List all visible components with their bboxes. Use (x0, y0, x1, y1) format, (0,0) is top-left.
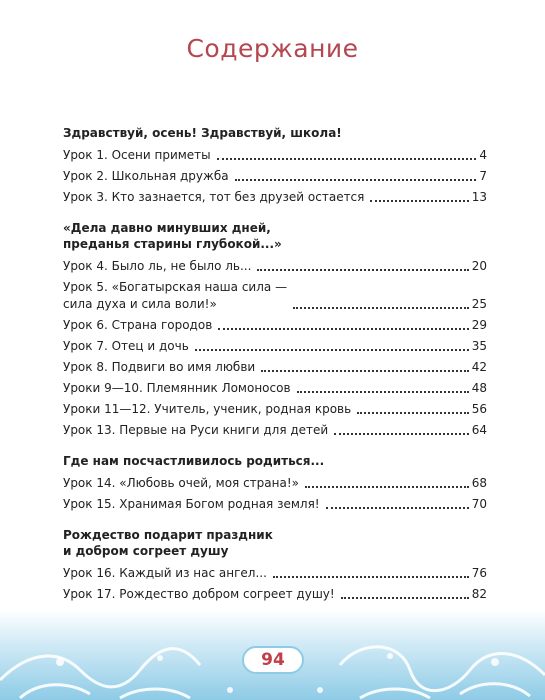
entry-page: 48 (471, 381, 487, 395)
dot-leader (370, 200, 468, 202)
page-title: Содержание (186, 34, 359, 63)
toc-section (63, 125, 487, 206)
entry-title: Уроки 9—10. Племянник Ломоносов (63, 381, 291, 395)
page-number-badge (242, 646, 304, 674)
toc-entry (63, 189, 487, 206)
dot-leader (326, 507, 469, 509)
dot-leader (261, 370, 469, 372)
entry-title: Урок 13. Первые на Руси книги для детей (63, 423, 329, 437)
dot-leader (218, 328, 468, 330)
entry-title: Урок 1. Осени приметы (63, 148, 211, 162)
entry-page: 29 (471, 318, 487, 332)
toc-entry (63, 401, 487, 418)
toc-entry (63, 586, 487, 603)
dot-leader (195, 349, 469, 351)
toc-entry (63, 565, 487, 582)
toc-section (63, 527, 487, 603)
entry-page: 68 (471, 476, 487, 490)
dot-leader (334, 433, 468, 435)
entry-page: 42 (471, 360, 487, 374)
entry-page: 82 (471, 587, 487, 601)
toc-section (63, 453, 487, 513)
entry-title: Урок 7. Отец и дочь (63, 339, 189, 353)
entry-page: 56 (471, 402, 487, 416)
dot-leader (341, 597, 469, 599)
dot-leader (235, 179, 477, 181)
entry-title: Урок 15. Хранимая Богом родная земля! (63, 497, 320, 511)
toc-entry (63, 359, 487, 376)
entry-page: 70 (471, 497, 487, 511)
entry-title: Урок 16. Каждый из нас ангел... (63, 566, 267, 580)
entry-page: 64 (471, 423, 487, 437)
entry-page: 7 (479, 169, 487, 183)
entry-page: 13 (471, 190, 487, 204)
entry-page: 25 (471, 297, 487, 311)
section-heading: Рождество подарит праздник и добром согреет душу (63, 528, 273, 558)
toc-entry (63, 317, 487, 334)
dot-leader (293, 307, 469, 309)
entry-title: Урок 5. «Богатырская наша сила — сила духа и сила воли!» (63, 280, 288, 311)
dot-leader (297, 391, 469, 393)
dot-leader (273, 576, 469, 578)
entry-title: Уроки 11—12. Учитель, ученик, родная кровь (63, 402, 352, 416)
dot-leader (217, 158, 477, 160)
table-of-contents (63, 125, 487, 634)
section-heading: «Дела давно минувших дней, преданья старины глубокой...» (63, 221, 282, 251)
entry-page: 20 (471, 259, 487, 273)
toc-entry (63, 380, 487, 397)
entry-page: 4 (479, 148, 487, 162)
entry-title: Урок 6. Страна городов (63, 318, 213, 332)
toc-entry (63, 475, 487, 492)
toc-entry (63, 338, 487, 355)
toc-entry (63, 496, 487, 513)
entry-title: Урок 14. «Любовь очей, моя страна!» (63, 476, 299, 490)
dot-leader (357, 412, 469, 414)
toc-section (63, 220, 487, 439)
entry-page: 35 (471, 339, 487, 353)
entry-title: Урок 4. Было ль, не было ль... (63, 259, 252, 273)
dot-leader (257, 269, 468, 271)
section-heading: Где нам посчастливилось родиться... (63, 454, 325, 468)
toc-entry (63, 168, 487, 185)
entry-title: Урок 17. Рождество добром согреет душу! (63, 587, 335, 601)
entry-title: Урок 8. Подвиги во имя любви (63, 360, 256, 374)
page-number: 94 (261, 650, 285, 670)
entry-title: Урок 2. Школьная дружба (63, 169, 229, 183)
entry-title: Урок 3. Кто зазнается, тот без друзей остается (63, 190, 365, 204)
dot-leader (305, 486, 469, 488)
entry-page: 76 (471, 566, 487, 580)
section-heading: Здравствуй, осень! Здравствуй, школа! (63, 126, 342, 140)
toc-entry (63, 279, 487, 313)
toc-entry (63, 147, 487, 164)
toc-entry (63, 258, 487, 275)
toc-entry (63, 422, 487, 439)
